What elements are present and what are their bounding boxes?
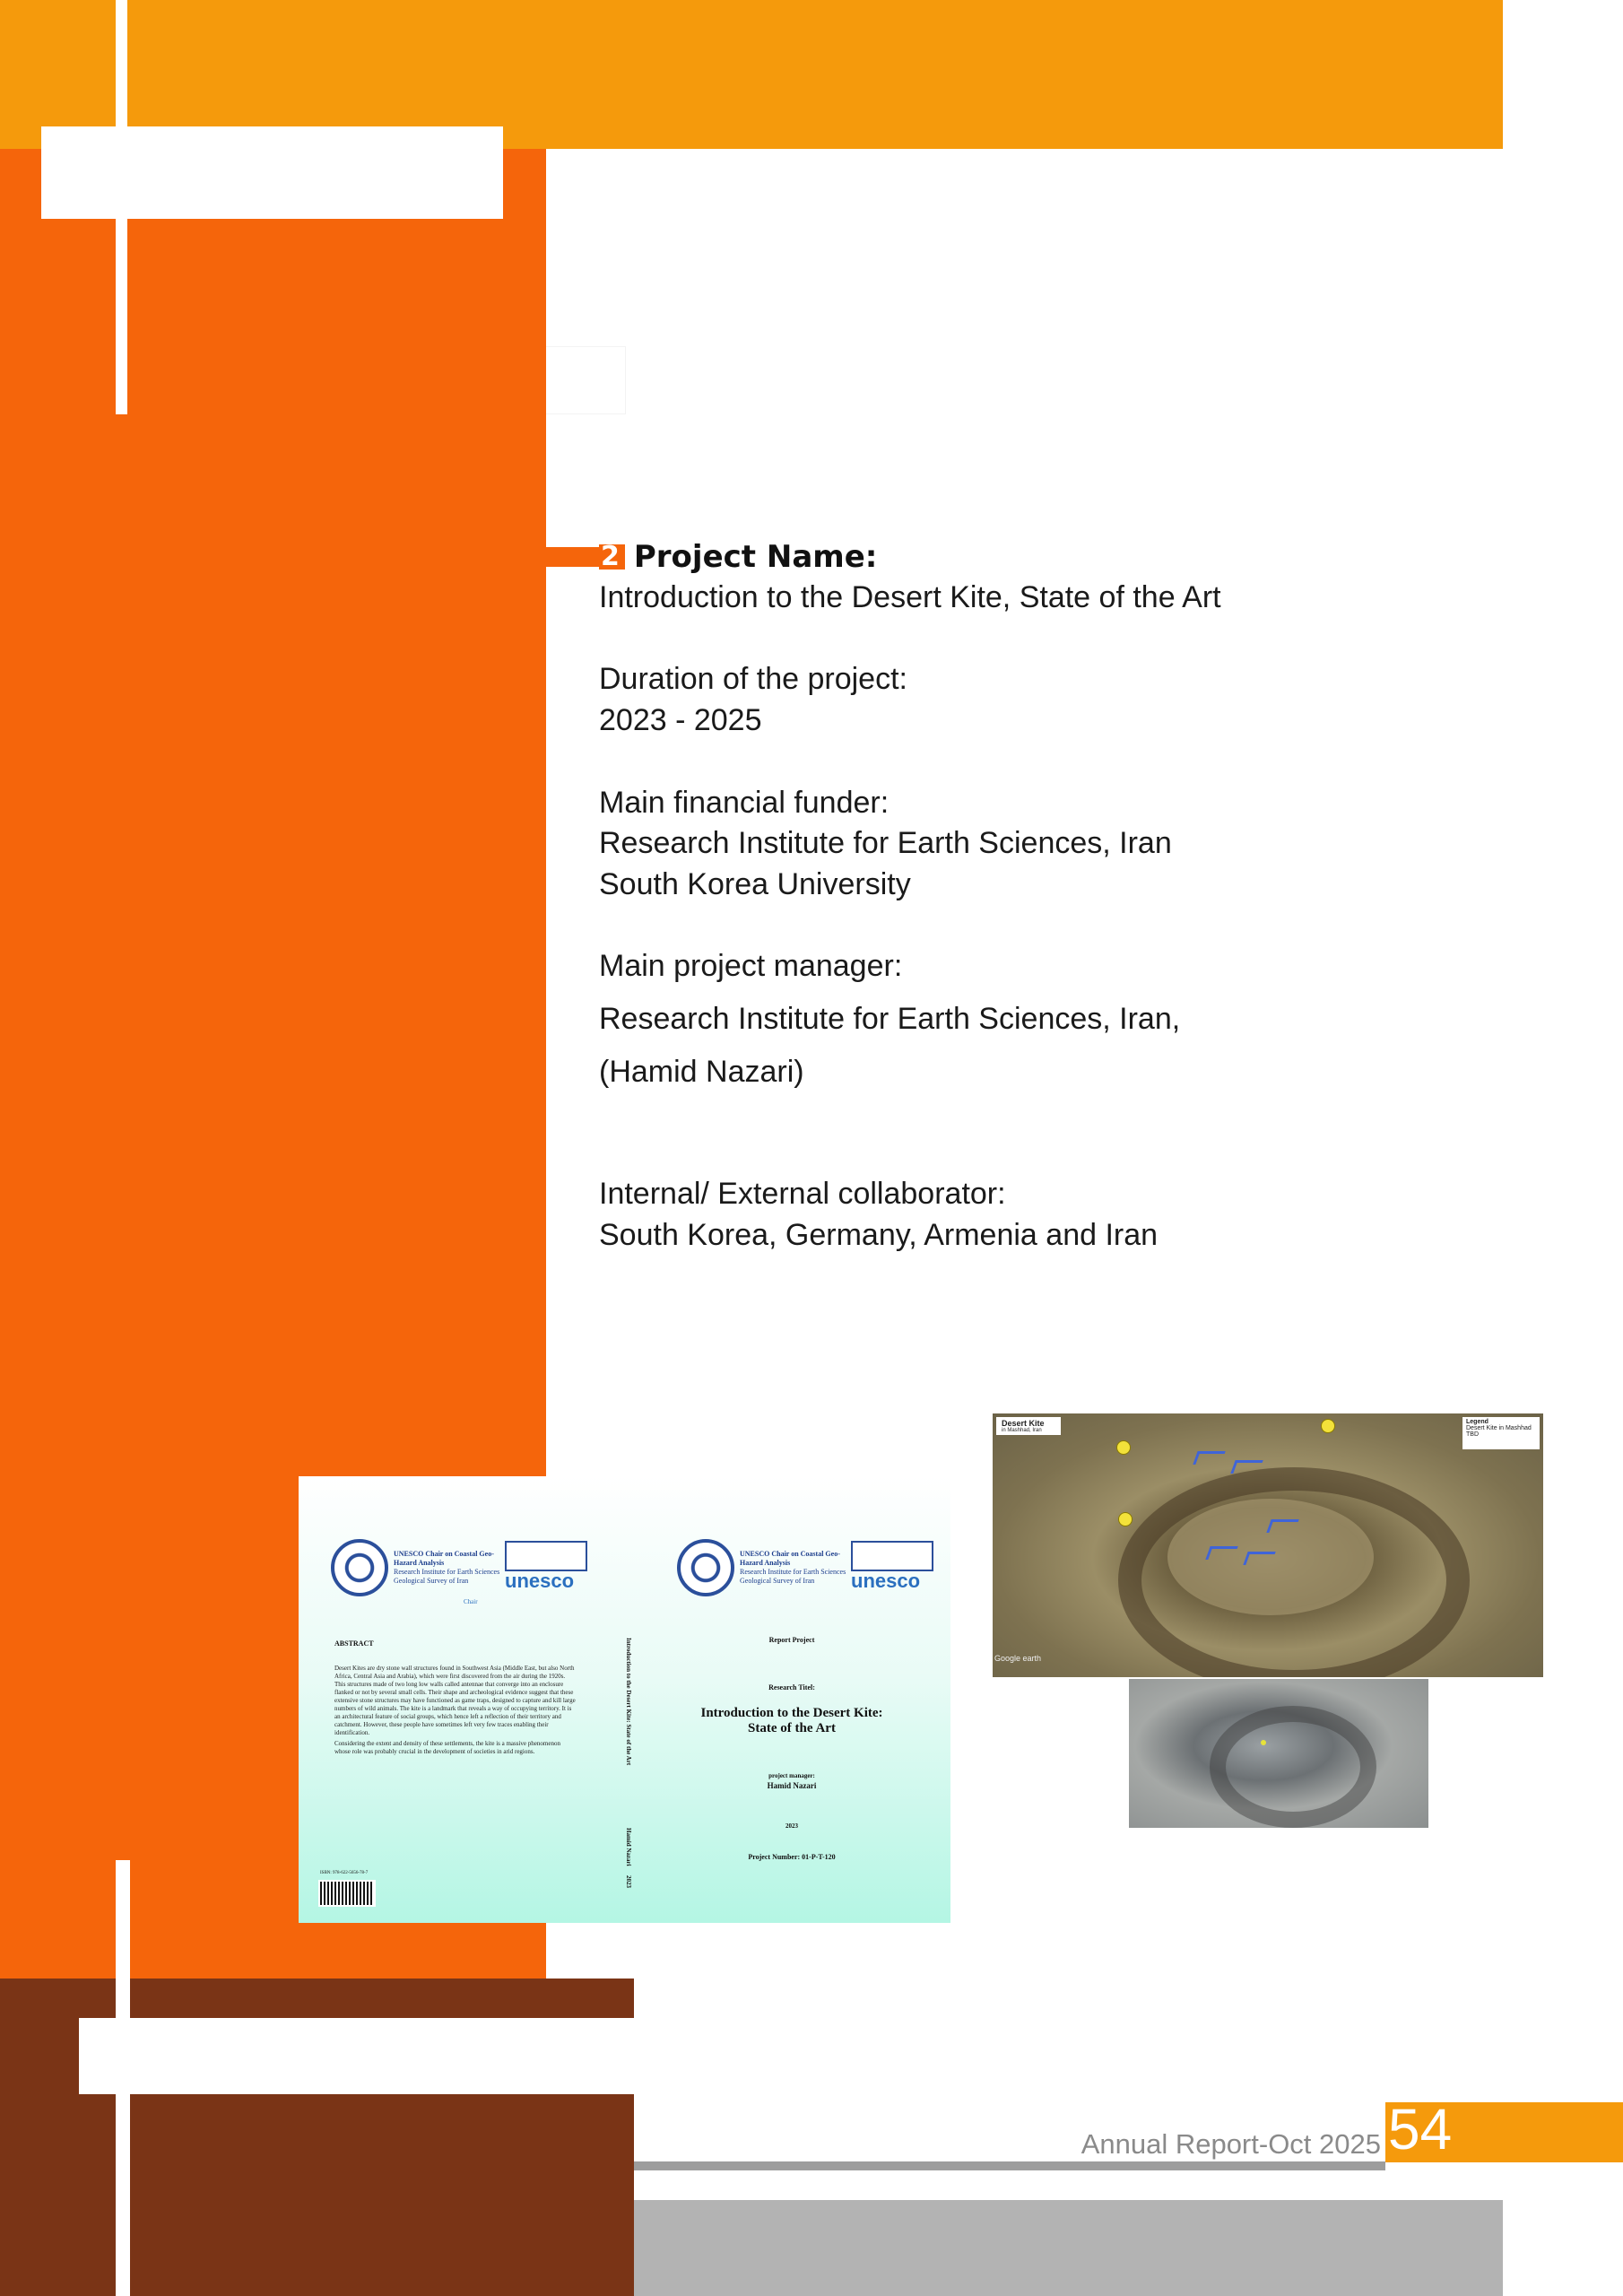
spine-author: Hamid Nazari [625,1828,632,1866]
unesco-temple-icon-right [851,1541,933,1571]
chair-seal-icon [331,1539,388,1596]
legend-title: Legend [1466,1419,1488,1425]
abstract-paragraph-2: Considering the extent and density of these settlements, the kite is a massive phenomenon whose role was probably crucial in the development of societies in arid regions. [334,1740,560,1755]
cover-year: 2023 [785,1822,798,1830]
duration-label: Duration of the project: [599,662,907,696]
location-dot-icon [1261,1740,1266,1745]
book-cover-image [299,1476,950,1923]
unesco-logo [505,1541,586,1595]
unesco-logo-right [851,1541,932,1595]
section-number: 2 [599,544,625,570]
cover-institute: Research Institute for Earth Sciences Geological Survey of Iran [394,1568,500,1585]
spine-title: Introduction to the Desert Kite: State of the Art [625,1638,632,1766]
cover-chair-title: UNESCO Chair on Coastal Geo-Hazard Analysis [394,1550,494,1567]
funder-label: Main financial funder: [599,786,890,820]
cover-chair-title-right: UNESCO Chair on Coastal Geo-Hazard Analysis [740,1550,840,1567]
bottom-white-vertical-line [116,1860,130,2296]
abstract-paragraph-1: Desert Kites are dry stone wall structures found in Southwest Asia (Middle East, but also North Africa, Central Asia and Arabia), which were first discovered from the air during the 1920s. This structures made of two long low walls called antennae that converge into an enclosure flanked or not by several small cells. Their shape and archeological evidence suggest that these extensive stone structures may have functioned as game traps, designed to capture and kill large numbers of wild animals. The kite is a landmark that reveals a way of occupying territory. It is an architectural feature of social groups, which hence left a reflection of their territory and catchment. However, these people have sometimes left very few traces enabling their identification. [334,1665,576,1736]
section-heading [546,540,877,574]
abstract-heading: ABSTRACT [334,1639,374,1648]
crater-ring-bottom [1210,1706,1376,1828]
unesco-temple-icon [505,1541,587,1571]
kite-marker-icon [1205,1546,1237,1560]
spine-year: 2023 [625,1875,632,1888]
map-subtitle: in Mashhad, Iran [1002,1428,1042,1433]
cover-report-label: Report Project [768,1636,815,1644]
cover-logo-right [677,1539,932,1596]
map-legend [1462,1417,1540,1449]
duration-value: 2023 - 2025 [599,703,762,737]
map-pin-icon [1321,1419,1335,1433]
kite-marker-icon [1266,1519,1298,1533]
section-heading-title: Project Name: [633,539,878,575]
footer-gray-line [634,2161,1385,2170]
footer-report-label: Annual Report-Oct 2025 [1081,2128,1381,2160]
map-title-box [996,1417,1061,1435]
isbn-text: ISBN: 978-622-5656-78-7 [320,1871,369,1875]
heading-accent-bar [546,547,599,567]
faint-outline-box [546,346,626,414]
collaborator-label: Internal/ External collaborator: [599,1177,1006,1211]
page-number: 54 [1388,2097,1453,2161]
map-pin-icon [1118,1512,1133,1526]
manager-name: (Hamid Nazari) [599,1055,804,1089]
manager-label: Main project manager: [599,949,903,983]
unesco-wordmark: unesco [505,1570,575,1592]
map-pin-icon [1116,1440,1131,1455]
cover-logo-left [331,1539,586,1596]
funder-2: South Korea University [599,867,911,901]
cover-front [657,1629,926,1861]
bottom-white-bar [79,2018,634,2094]
kite-marker-icon [1230,1460,1263,1474]
top-white-bar [41,126,503,219]
legend-item-1: Desert Kite in Mashhad [1466,1425,1532,1431]
abstract-body [334,1665,577,1756]
footer-gray-block [634,2200,1503,2296]
cover-project-number: Project Number: 01-P-T-120 [748,1853,836,1861]
satellite-map-bottom [1129,1679,1428,1828]
funder-1: Research Institute for Earth Sciences, Iran [599,826,1172,860]
cover-research-label: Research Titel: [768,1683,815,1692]
unesco-chair-sub: Chair [464,1598,478,1605]
unesco-wordmark-right: unesco [851,1570,921,1592]
barcode [318,1880,376,1907]
cover-institute-right: Research Institute for Earth Sciences Geological Survey of Iran [740,1568,846,1585]
legend-item-2: TBD [1466,1431,1479,1438]
chair-seal-icon-right [677,1539,734,1596]
kite-marker-icon [1193,1451,1225,1465]
cover-title-line-2: State of the Art [748,1721,836,1735]
kite-marker-icon [1243,1552,1275,1565]
cover-spine [620,1638,638,1888]
manager-org: Research Institute for Earth Sciences, Iran, [599,1002,1181,1036]
cover-manager-label: project manager: [768,1772,815,1779]
cover-manager-name: Hamid Nazari [767,1781,817,1790]
satellite-map-top [993,1413,1543,1677]
google-earth-label: Google earth [994,1654,1042,1663]
map-title: Desert Kite [1002,1419,1045,1428]
project-name: Introduction to the Desert Kite, State of the Art [599,580,1221,614]
collaborator-value: South Korea, Germany, Armenia and Iran [599,1218,1159,1252]
cover-title-line-1: Introduction to the Desert Kite: [700,1706,883,1720]
top-white-vertical-line [116,0,127,414]
